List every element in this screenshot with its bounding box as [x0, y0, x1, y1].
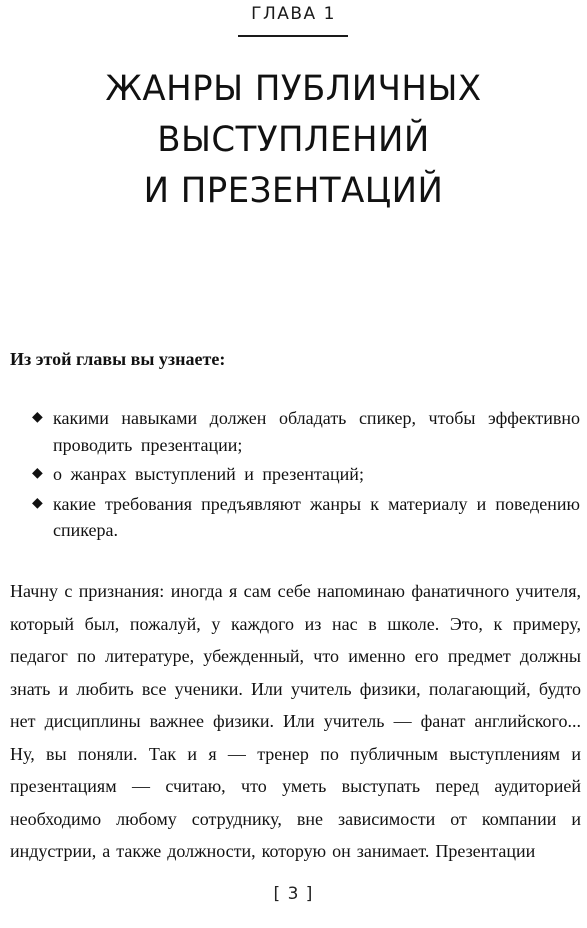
diamond-bullet-icon: ◆: [32, 466, 43, 481]
page-number: [ 3 ]: [273, 884, 314, 904]
list-item: [32, 491, 580, 544]
chapter-divider: [238, 35, 348, 37]
intro-heading: Из этой главы вы узнаете:: [10, 349, 226, 369]
chapter-title-line: И ПРЕЗЕНТАЦИЙ: [143, 171, 444, 211]
list-item: [32, 405, 580, 458]
diamond-bullet-icon: ◆: [32, 410, 43, 425]
list-item-text: какими навыками должен обладать спикер, чтобы эффективно проводить презентации;: [53, 408, 580, 455]
chapter-title-line: ВЫСТУПЛЕНИЙ: [157, 120, 430, 160]
list-item-text: о жанрах выступлений и презентаций;: [53, 464, 364, 484]
chapter-label: ГЛАВА 1: [251, 4, 336, 24]
chapter-title-line: ЖАНРЫ ПУБЛИЧНЫХ: [105, 69, 482, 109]
list-item: [32, 461, 580, 488]
body-paragraph: Начну с признания: иногда я сам себе напоминаю фанатичного учителя, который был, пожалуй, у каждого из нас в школе. Это, к примеру, педагог по литературе, убежденный, что именно его предмет должны знать и любить все ученики. Или учитель физики, полагающий, будто нет дисциплины важнее физики. Или учитель — фанат английского... Ну, вы поняли. Так и я — тренер по публичным выступлениям и презентациям — считаю, что уметь выступать перед аудиторией необходимо любому сотруднику, вне зависимости от компании и индустрии, а также должности, которую он занимает. Презентации: [10, 581, 581, 861]
chapter-title: [9, 64, 578, 217]
diamond-bullet-icon: ◆: [32, 495, 43, 511]
learning-points-list: [32, 405, 580, 547]
list-item-text: какие требования предъявляют жанры к материалу и поведению спикера.: [53, 493, 580, 540]
